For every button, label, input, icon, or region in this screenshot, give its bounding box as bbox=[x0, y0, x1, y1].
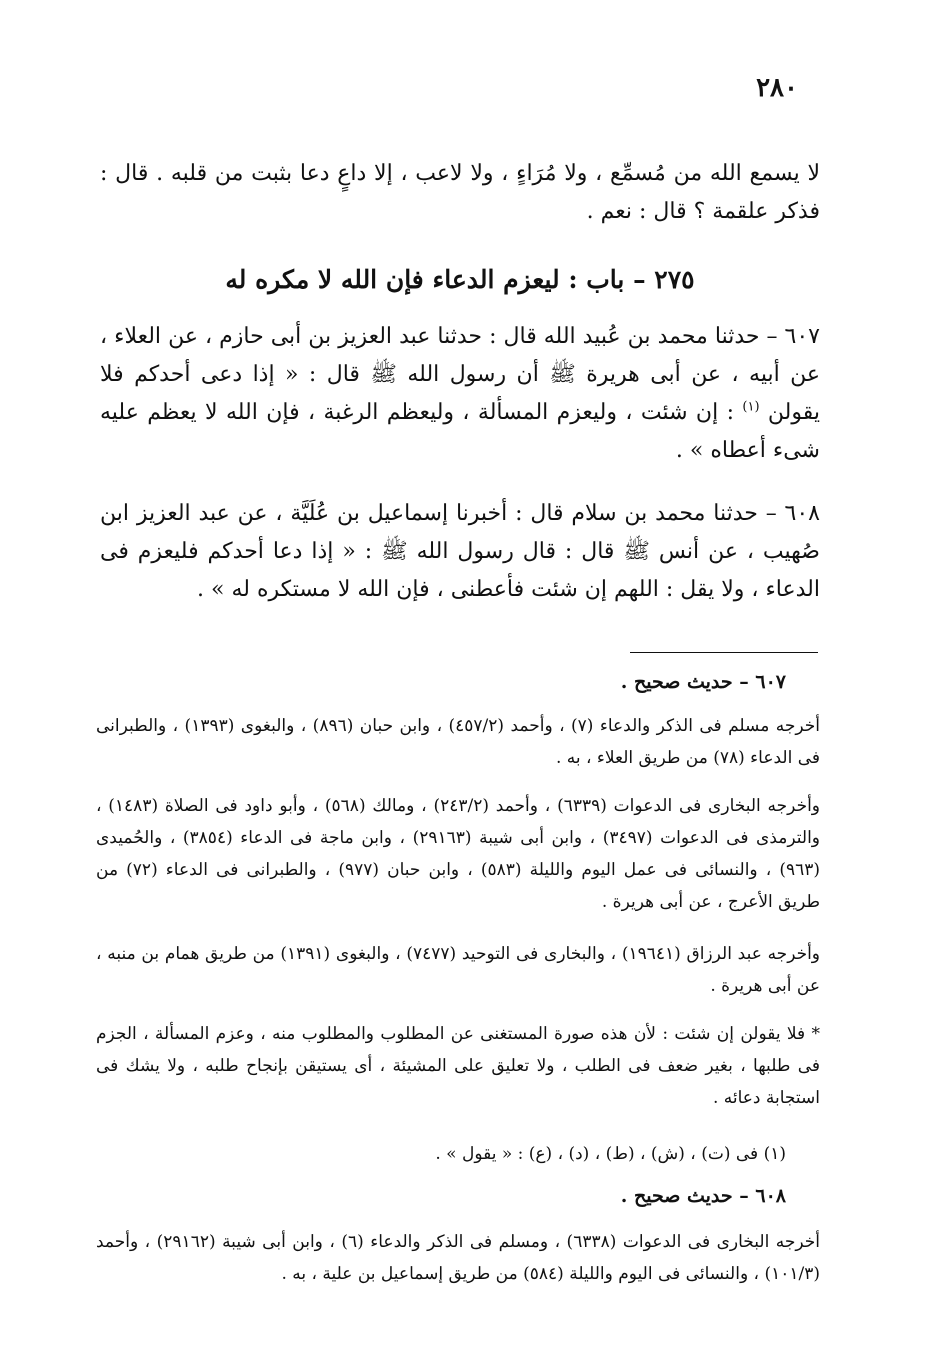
continued-paragraph: لا يسمع الله من مُسمِّع ، ولا مُرَاءٍ ، ولا لاعب ، إلا داعٍ دعا بثبت من قلبه . قال : فذكر علقمة ؟ قال : نعم . bbox=[100, 161, 820, 224]
page-number: ٢٨٠ bbox=[756, 73, 798, 103]
footnote-variant-reading: (١) فى (ت) ، (ش) ، (ط) ، (د) ، (ع) : « يقول » . bbox=[435, 1144, 786, 1164]
hadith-607-paragraph bbox=[100, 318, 820, 470]
hadith-607-text-start: ٦٠٧ – حدثنا محمد بن عُبيد الله قال : حدثنا عبد العزيز بن أبى حازم ، عن العلاء ، عن أبيه ، عن أبى هريرة ﷺ أن رسول الله ﷺ قال : « إذا دعى أحدكم فلا يقولن bbox=[100, 324, 820, 425]
footnote-takhrij-1: أخرجه مسلم فى الذكر والدعاء (٧) ، وأحمد (٤٥٧/٢) ، وابن حبان (٨٩٦) ، والبغوى (١٣٩٣) ، والطبرانى فى الدعاء (٧٨) من طريق العلاء ، به . bbox=[96, 716, 820, 768]
hadith-608-paragraph: ٦٠٨ – حدثنا محمد بن سلام قال : أخبرنا إسماعيل بن عُلَيَّة ، عن عبد العزيز ابن صُهيب ، عن أنس ﷺ قال : قال رسول الله ﷺ : « إذا دعا أحدكم فليعزم فى الدعاء ، ولا يقل : اللهم إن شئت فأعطنى ، فإن الله لا مستكره له » . bbox=[100, 501, 820, 602]
footnote-explanation: * فلا يقولن إن شئت : لأن هذه صورة المستغنى عن المطلوب والمطلوب منه ، وعزم المسألة ، الجزم فى طلبها ، بغير ضعف فى الطلب ، ولا تعليق على المشيئة ، أى يستيقن بإنجاح طلبه ، ولا يشك فى استجابة دعائه . bbox=[96, 1024, 820, 1108]
footnote-heading-608: ٦٠٨ – حديث صحيح . bbox=[620, 1185, 786, 1207]
footnote-heading-607: ٦٠٧ – حديث صحيح . bbox=[620, 671, 786, 693]
footnote-divider bbox=[630, 652, 818, 653]
chapter-heading: ٢٧٥ – باب : ليعزم الدعاء فإن الله لا مكره له bbox=[225, 265, 695, 294]
footnote-marker: (١) bbox=[742, 399, 760, 415]
hadith-607-text-end: : إن شئت ، وليعزم المسألة ، وليعظم الرغبة ، فإن الله لا يعظم عليه شىء أعطاه » . bbox=[100, 400, 820, 463]
footnote-takhrij-3: وأخرجه عبد الرزاق (١٩٦٤١) ، والبخارى فى التوحيد (٧٤٧٧) ، والبغوى (١٣٩١) من طريق همام بن منبه ، عن أبى هريرة . bbox=[96, 944, 821, 996]
footnote-takhrij-2: وأخرجه البخارى فى الدعوات (٦٣٣٩) ، وأحمد (٢٤٣/٢) ، ومالك (٥٦٨) ، وأبو داود فى الصلاة (١٤٨٣) ، والترمذى فى الدعوات (٣٤٩٧) ، وابن أبى شيبة (٢٩١٦٣) ، وابن ماجة فى الدعاء (٣٨٥٤) ، والحُميدى (٩٦٣) ، والنسائى فى عمل اليوم والليلة (٥٨٣) ، وابن حبان (٩٧٧) ، والطبرانى فى الدعاء (٧٢) من طريق الأعرج ، عن أبى هريرة . bbox=[96, 796, 821, 912]
footnote-takhrij-608: أخرجه البخارى فى الدعوات (٦٣٣٨) ، ومسلم فى الذكر والدعاء (٦) ، وابن أبى شيبة (٢٩١٦٢) ، وأحمد (١٠١/٣) ، والنسائى فى اليوم والليلة (٥٨٤) من طريق إسماعيل بن علية ، به . bbox=[96, 1232, 821, 1284]
